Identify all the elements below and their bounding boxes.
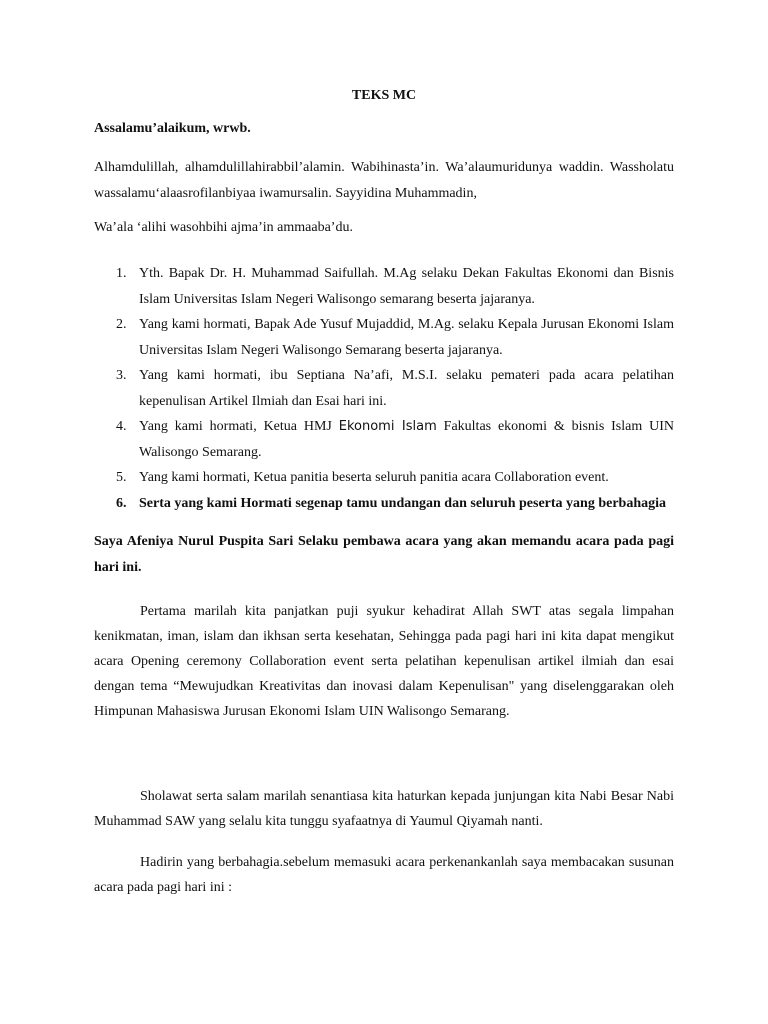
greeting: Assalamu’alaikum, wrwb.	[94, 121, 251, 136]
list-item	[94, 465, 674, 491]
list-text: Serta yang kami Hormati segenap tamu undangan dan seluruh peserta yang berbahagia	[139, 495, 667, 511]
opening-paragraph-2: Wa’ala ‘alihi wasohbihi ajma’in ammaaba’du.	[94, 220, 353, 235]
list-number: 1.	[116, 266, 127, 281]
honorifics-list	[94, 261, 674, 516]
list-text: Yang kami hormati, Bapak Ade Yusuf Mujaddid, M.Ag. selaku Kepala Jurusan Ekonomi Islam Universitas Islam Negeri Walisongo Semarang beserta jajaranya.	[139, 317, 674, 358]
body-paragraph-2: Sholawat serta salam marilah senantiasa kita haturkan kepada junjungan kita Nabi Besar Nabi Muhammad SAW yang selalu kita tunggu syafaatnya di Yaumul Qiyamah nanti.	[94, 789, 674, 829]
list-text-part: Yang kami hormati, Ketua HMJ	[139, 419, 339, 434]
list-item	[94, 363, 674, 414]
list-text-part: Fakultas ekonomi & bisnis Islam UIN Walisongo Semarang.	[139, 419, 674, 460]
list-text: Yth. Bapak Dr. H. Muhammad Saifullah. M.Ag selaku Dekan Fakultas Ekonomi dan Bisnis Islam Universitas Islam Negeri Walisongo semarang beserta jajaranya.	[139, 266, 674, 307]
host-intro: Saya Afeniya Nurul Puspita Sari Selaku pembawa acara yang akan memandu acara pada pagi hari ini.	[94, 534, 674, 575]
list-text: Yang kami hormati, ibu Septiana Na’afi, M.S.I. selaku pemateri pada acara pelatihan kepenulisan Artikel Ilmiah dan Esai hari ini.	[139, 368, 674, 409]
list-number: 5.	[116, 470, 127, 485]
list-number: 3.	[116, 368, 127, 383]
opening-paragraph-1: Alhamdulillah, alhamdulillahirabbil’alamin. Wabihinasta’in. Wa’alaumuridunya waddin. Wassholatu wassalamu‘alaasrofilanbiyaa iwamursalin. Sayyidina Muhammadin,	[94, 160, 674, 201]
document-title: TEKS MC	[351, 88, 417, 103]
list-item	[94, 491, 674, 517]
list-number: 4.	[116, 419, 127, 434]
list-item	[94, 414, 674, 465]
list-text-keyword: Ekonomi Islam	[338, 419, 437, 434]
list-number: 6.	[116, 495, 127, 511]
body-paragraph-1: Pertama marilah kita panjatkan puji syukur kehadirat Allah SWT atas segala limpahan kenikmatan, iman, islam dan ikhsan serta kesehatan, Sehingga pada pagi hari ini kita dapat mengikut acara Opening ceremony Collaboration event serta pelatihan kepenulisan artikel ilmiah dan esai dengan tema “Mewujudkan Kreativitas dan inovasi dalam Kepenulisan" yang diselenggarakan oleh Himpunan Mahasiswa Jurusan Ekonomi Islam UIN Walisongo Semarang.	[94, 604, 674, 719]
list-text: Yang kami hormati, Ketua panitia beserta seluruh panitia acara Collaboration event.	[139, 470, 609, 485]
body-paragraph-3: Hadirin yang berbahagia.sebelum memasuki acara perkenankanlah saya membacakan susunan acara pada pagi hari ini :	[94, 855, 674, 895]
list-number: 2.	[116, 317, 127, 332]
list-item	[94, 312, 674, 363]
list-item	[94, 261, 674, 312]
